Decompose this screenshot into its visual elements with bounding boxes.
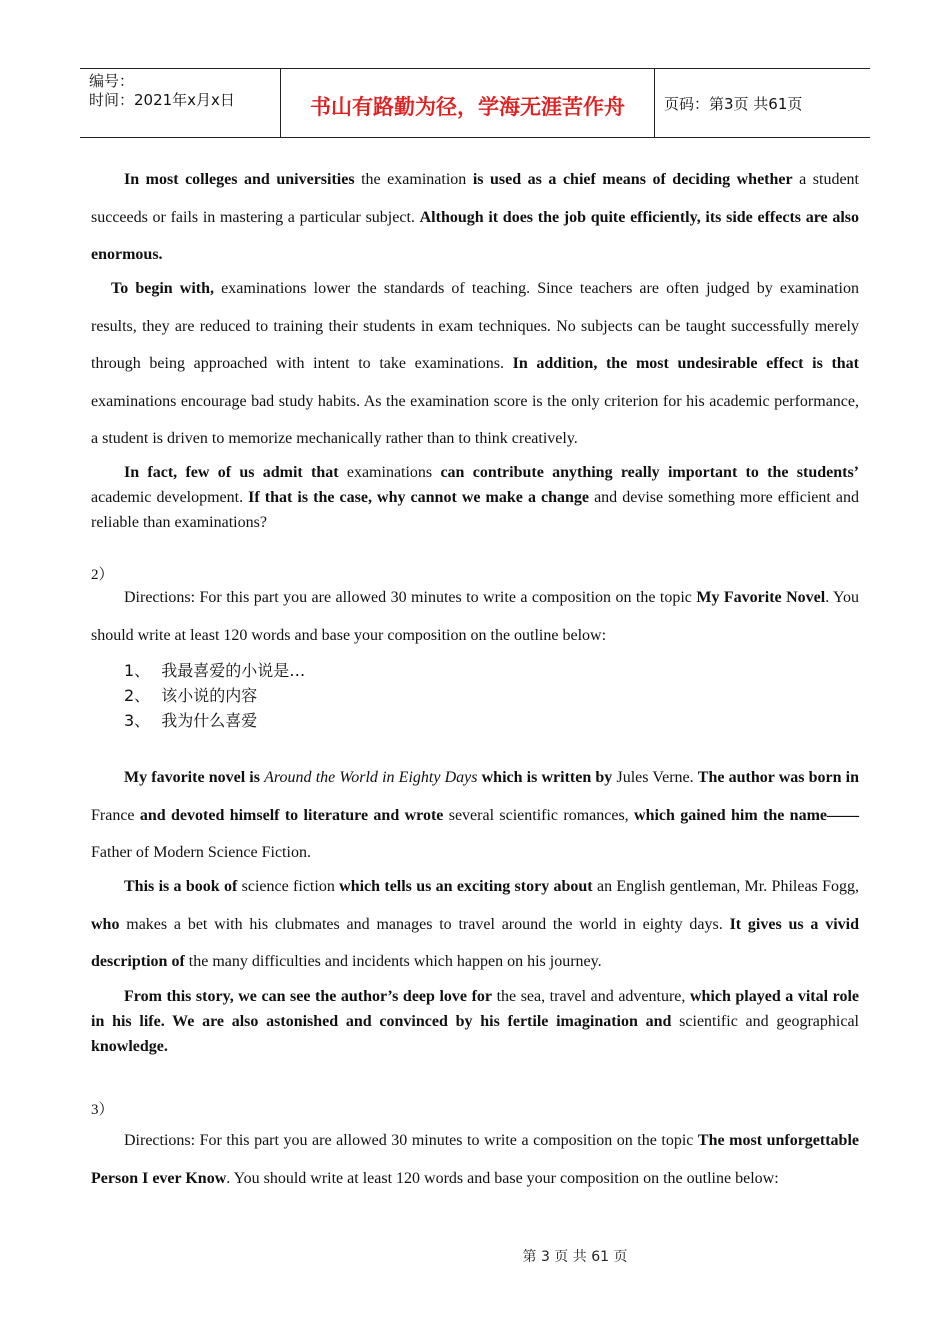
outline-item-3: [124, 708, 257, 731]
text-run: examinations lower the standards of teaching. Since teachers are often judged by examination results, they are reduced to training their students in exam techniques. No subjects can be taught successfully merely through being approached with intent to take examinations.: [91, 280, 860, 372]
outline-item-number: 1、: [124, 661, 151, 680]
text-run: France: [91, 806, 140, 824]
text-run: science fiction: [237, 878, 340, 895]
page-header: [80, 68, 870, 138]
outline-item-number: 3、: [124, 711, 151, 730]
bold-text-run: knowledge.: [91, 1038, 168, 1055]
section-3-directions: [91, 1122, 859, 1197]
bold-text-run: To begin with,: [111, 280, 215, 297]
essay2-paragraph-3: [91, 984, 859, 1059]
header-motto-cell: [281, 69, 655, 137]
text-run: an English gentleman, Mr. Phileas Fogg,: [592, 878, 859, 895]
bold-text-run: and devoted himself to literature and wrote: [139, 806, 444, 824]
bold-text-run: which played a vital role in his life. We are also astonished and convinced by his fertile imagination and: [91, 988, 860, 1030]
bold-text-run: The most unforgettable Person I ever Know: [91, 1132, 859, 1187]
outline-item-2: [124, 683, 257, 706]
essay1-paragraph-3: [91, 460, 859, 535]
text-run: Jules Verne.: [612, 769, 698, 786]
bold-text-run: From this story, we can see the author’s deep love for: [124, 988, 493, 1005]
bold-text-run: If that is the case, why cannot we make a change: [248, 489, 589, 506]
text-run: scientific and geographical: [671, 1013, 859, 1030]
bold-text-run: can contribute anything really important to the students’: [440, 464, 859, 481]
text-run: examinations encourage bad study habits. As the examination score is the only criterion for his academic performance, a student is driven to memorize mechanically rather than to think creatively.: [91, 392, 859, 447]
bold-text-run: It gives us a vivid description of: [91, 915, 859, 970]
section-2-directions: [91, 579, 859, 654]
header-motto: 书山有路勤为径，学海无涯苦作舟: [310, 95, 625, 119]
text-run: the examination: [354, 171, 473, 188]
bold-text-run: is used as a chief means of deciding whether: [472, 171, 793, 188]
header-meta-cell: [80, 69, 281, 137]
text-run: Directions: For this part you are allowed 30 minutes to write a composition on the topic: [124, 589, 697, 606]
outline-item-text: 我最喜爱的小说是…: [161, 661, 306, 680]
text-run: and devise something more efficient and reliable than examinations?: [91, 489, 859, 531]
outline-item-text: 我为什么喜爱: [161, 711, 258, 730]
bold-text-run: who: [91, 915, 120, 933]
bold-text-run: In addition, the most undesirable effect is that: [512, 355, 860, 372]
text-run: the many difficulties and incidents which happen on his journey.: [184, 953, 602, 970]
text-run: . You should write at least 120 words and base your composition on the outline below:: [226, 1169, 779, 1187]
page-footer: 第 3 页 共 61 页: [522, 1249, 628, 1265]
text-run: several scientific romances,: [443, 806, 635, 824]
header-page-info: 页码：第3页 共61页: [664, 95, 803, 113]
bold-text-run: which gained him the name——: [634, 806, 860, 824]
text-run: . You should write at least 120 words and base your composition on the outline below:: [91, 589, 860, 644]
text-run: makes a bet with his clubmates and manages to travel around the world in eighty days.: [119, 915, 730, 933]
essay2-paragraph-1: [91, 759, 859, 872]
bold-text-run: In fact, few of us admit that: [124, 464, 339, 481]
bold-text-run: The author was born in: [697, 769, 860, 786]
text-run: a student succeeds or fails in mastering a particular subject.: [91, 171, 860, 226]
text-run: Father of Modern Science Fiction.: [91, 844, 311, 861]
outline-item-1: [124, 658, 305, 681]
essay2-paragraph-2: [91, 868, 859, 981]
essay1-paragraph-2: [91, 270, 859, 458]
section-3-number: 3）: [91, 1102, 114, 1118]
text-run: examinations: [338, 464, 441, 481]
essay1-paragraph-1: [91, 161, 859, 274]
header-number-label: 编号：: [89, 72, 135, 90]
bold-text-run: My favorite novel is: [124, 769, 260, 786]
outline-item-text: 该小说的内容: [161, 686, 258, 705]
text-run: the sea, travel and adventure,: [492, 988, 690, 1005]
outline-item-number: 2、: [124, 686, 151, 705]
bold-text-run: Although it does the job quite efficiently, its side effects are also enormous.: [91, 208, 859, 263]
bold-text-run: My Favorite Novel: [696, 589, 826, 606]
bold-text-run: which tells us an exciting story about: [339, 878, 593, 895]
italic-text-run: Around the World in Eighty Days: [264, 769, 478, 786]
text-run: academic development.: [91, 489, 249, 506]
bold-text-run: This is a book of: [124, 878, 238, 895]
section-2-number: 2）: [91, 567, 114, 583]
header-page-cell: [655, 69, 870, 137]
header-date-label: 时间：2021年x月x日: [89, 91, 235, 109]
bold-text-run: which is written by: [481, 769, 613, 786]
bold-text-run: In most colleges and universities: [124, 171, 355, 188]
text-run: Directions: For this part you are allowed 30 minutes to write a composition on the topic: [124, 1132, 698, 1149]
